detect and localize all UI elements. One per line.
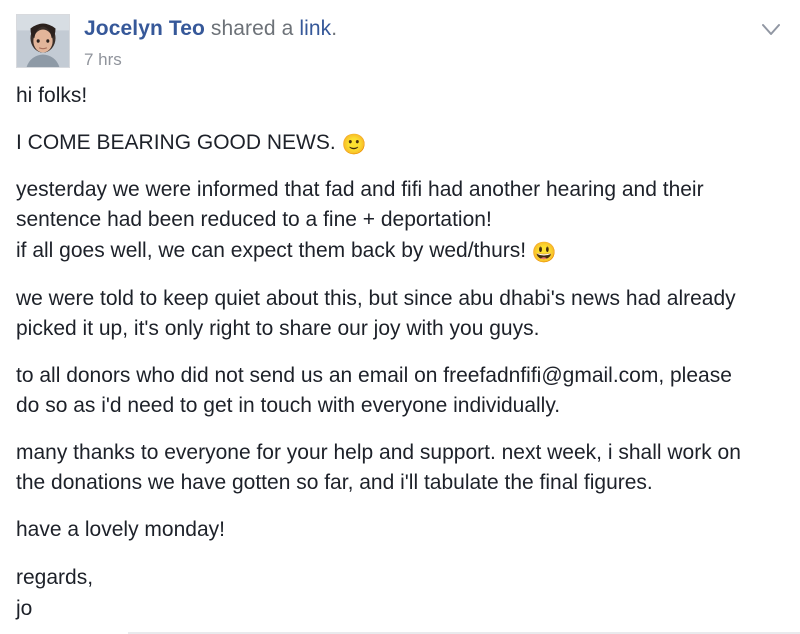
post-paragraph — [16, 563, 756, 594]
post-paragraph — [16, 81, 756, 112]
paragraph-text: if all goes well, we can expect them back by wed/thurs! — [16, 239, 532, 263]
post-paragraph — [16, 236, 756, 267]
author-name[interactable]: Jocelyn Teo — [84, 17, 205, 40]
paragraph-text: we were told to keep quiet about this, but since abu dhabi's news had already picked it up, it's only right to share our joy with you guys. — [16, 286, 736, 340]
post-byline-block — [84, 14, 337, 71]
profile-photo-icon — [17, 15, 69, 67]
paragraph-emoji: 🙂 — [341, 133, 367, 156]
paragraph-text: I COME BEARING GOOD NEWS. — [16, 130, 342, 154]
post-paragraph — [16, 515, 756, 546]
post-message — [0, 75, 800, 626]
action-suffix: . — [331, 17, 338, 40]
post-byline — [84, 16, 337, 42]
avatar[interactable] — [16, 14, 70, 68]
chevron-down-icon[interactable] — [758, 16, 784, 42]
post-paragraph — [16, 361, 756, 422]
post-paragraph — [16, 284, 756, 345]
paragraph-text: have a lovely monday! — [16, 518, 225, 542]
paragraph-text: yesterday we were informed that fad and fifi had another hearing and their sentence had been reduced to a fine + deportation! — [16, 178, 704, 232]
post-paragraph — [16, 438, 756, 499]
paragraph-text: many thanks to everyone for your help and support. next week, i shall work on the donations we have gotten so far, and i'll tabulate the final figures. — [16, 441, 741, 495]
paragraph-text: jo — [16, 597, 33, 621]
paragraph-text: hi folks! — [16, 83, 88, 107]
post-paragraph — [16, 128, 756, 159]
paragraph-text: to all donors who did not send us an email on freefadnfifi@gmail.com, please do so as i'd need to get in touch with everyone individually. — [16, 364, 732, 417]
post-paragraph — [16, 175, 756, 236]
post-header — [0, 0, 800, 75]
post-timestamp[interactable]: 7 hrs — [84, 50, 122, 70]
post-paragraph — [16, 594, 756, 625]
shared-link-word[interactable]: link — [299, 17, 332, 40]
paragraph-emoji: 😃 — [531, 242, 557, 265]
paragraph-text: regards, — [16, 565, 94, 589]
action-text: shared a — [210, 17, 294, 40]
